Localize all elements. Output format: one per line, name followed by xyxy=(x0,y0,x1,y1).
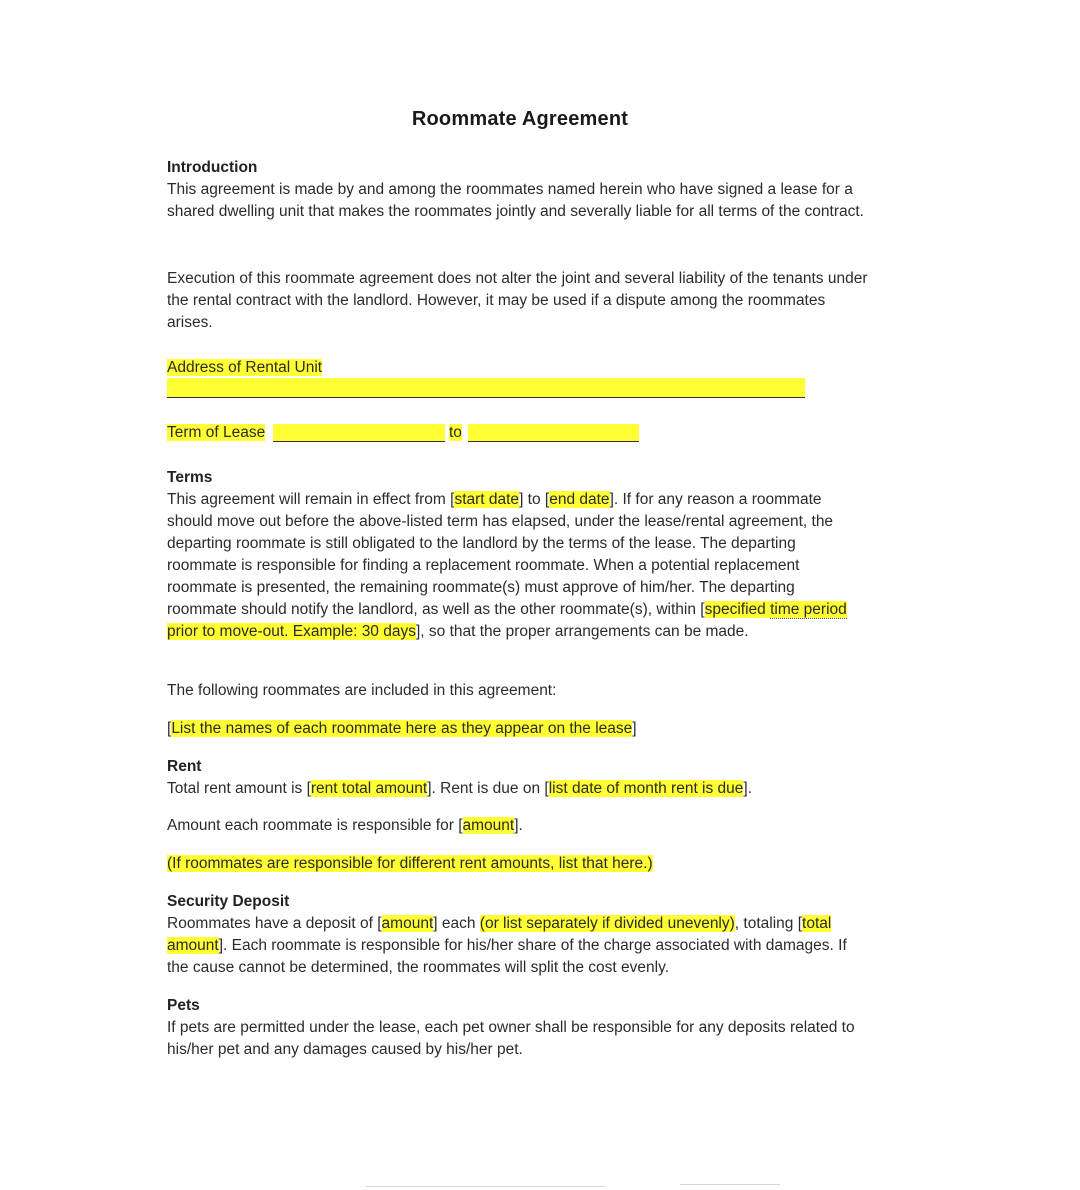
deposit-text: , totaling [ xyxy=(734,915,803,932)
terms-text: ]. If for any reason a roommate should move out before the above-listed term has elapsed, under the lease/rental agreement, the departing roommate is still obligated to the landlord by the terms of the lease. The departing roommate is responsible for finding a replacement roommate. When a potential replacement roommate is presented, the remaining roommate(s) must approve of him/her. The departing roommate should notify the landlord, as well as the other roommate(s), within [ xyxy=(167,491,834,618)
address-section xyxy=(167,357,872,379)
amount-each-line xyxy=(167,815,872,837)
rent-text: ]. xyxy=(514,817,523,834)
address-label: Address of Rental Unit xyxy=(167,359,323,376)
rent-text: Amount each roommate is responsible for [ xyxy=(167,817,463,834)
deposit-section xyxy=(167,891,857,979)
rent-text: ]. Rent is due on [ xyxy=(427,780,549,797)
start-date-placeholder: start date xyxy=(454,491,520,508)
amount-placeholder: amount xyxy=(462,817,515,834)
term-to-wrap xyxy=(449,422,469,444)
different-amounts-placeholder: (If roommates are responsible for different rent amounts, list that here.) xyxy=(167,855,653,872)
terms-paragraph xyxy=(167,489,867,643)
deposit-separate-placeholder: (or list separately if divided unevenly) xyxy=(479,915,735,932)
introduction-section xyxy=(167,157,872,223)
address-fill-line[interactable] xyxy=(167,378,805,398)
end-date-placeholder: end date xyxy=(549,491,610,508)
rent-section xyxy=(167,756,872,800)
introduction-paragraph: This agreement is made by and among the roommates named herein who have signed a lease for a shared dwelling unit that makes the roommates jointly and severally liable for all terms of the contract. xyxy=(167,181,864,220)
rent-due-placeholder: list date of month rent is due xyxy=(548,780,744,797)
bottom-divider xyxy=(365,1186,605,1187)
term-end-fill[interactable] xyxy=(468,424,639,442)
deposit-total-placeholder: total amount xyxy=(167,915,832,954)
pets-heading: Pets xyxy=(167,997,200,1014)
deposit-text: ] each xyxy=(433,915,480,932)
rent-total-line xyxy=(167,778,872,800)
execution-paragraph: Execution of this roommate agreement does not alter the joint and several liability of the tenants under the rental contract with the landlord. However, it may be used if a dispute among the roommates arises. xyxy=(167,270,868,331)
pets-section xyxy=(167,995,857,1061)
roommate-list-placeholder: List the names of each roommate here as they appear on the lease xyxy=(171,720,633,737)
deposit-paragraph xyxy=(167,913,857,979)
term-start-fill[interactable] xyxy=(273,424,445,442)
deposit-amount-placeholder: amount xyxy=(381,915,434,932)
pets-paragraph: If pets are permitted under the lease, each pet owner shall be responsible for any deposits related to his/her pet and any damages caused by his/her pet. xyxy=(167,1019,855,1058)
notice-text: specified xyxy=(704,601,771,618)
rent-text: Total rent amount is [ xyxy=(167,780,311,797)
introduction-heading: Introduction xyxy=(167,159,258,176)
terms-text: ], so that the proper arrangements can be made. xyxy=(415,623,749,640)
deposit-heading: Security Deposit xyxy=(167,893,290,910)
document-title: Roommate Agreement xyxy=(411,108,629,130)
deposit-text: ]. Each roommate is responsible for his/her share of the charge associated with damages. If the cause cannot be determined, the roommates will split the cost evenly. xyxy=(167,937,847,976)
rent-text: ]. xyxy=(743,780,753,797)
notice-text: prior to move-out. Example: 30 days xyxy=(167,623,416,640)
bracket: ] xyxy=(632,720,637,737)
notice-text-underlined: time period xyxy=(770,601,847,618)
terms-heading: Terms xyxy=(167,469,213,486)
terms-section xyxy=(167,467,867,643)
rent-total-placeholder: rent total amount xyxy=(310,780,428,797)
different-amounts-line xyxy=(167,853,872,875)
term-label: Term of Lease xyxy=(167,424,266,441)
term-to-label: to xyxy=(449,424,462,441)
roommates-included-line: The following roommates are included in this agreement: xyxy=(167,682,557,699)
bottom-divider xyxy=(680,1184,780,1185)
terms-text: This agreement will remain in effect from [ xyxy=(167,491,455,508)
terms-text: ] to [ xyxy=(519,491,550,508)
deposit-text: Roommates have a deposit of [ xyxy=(167,915,382,932)
roommate-list-line xyxy=(167,718,872,740)
bracket: [ xyxy=(167,720,172,737)
rent-heading: Rent xyxy=(167,758,202,775)
